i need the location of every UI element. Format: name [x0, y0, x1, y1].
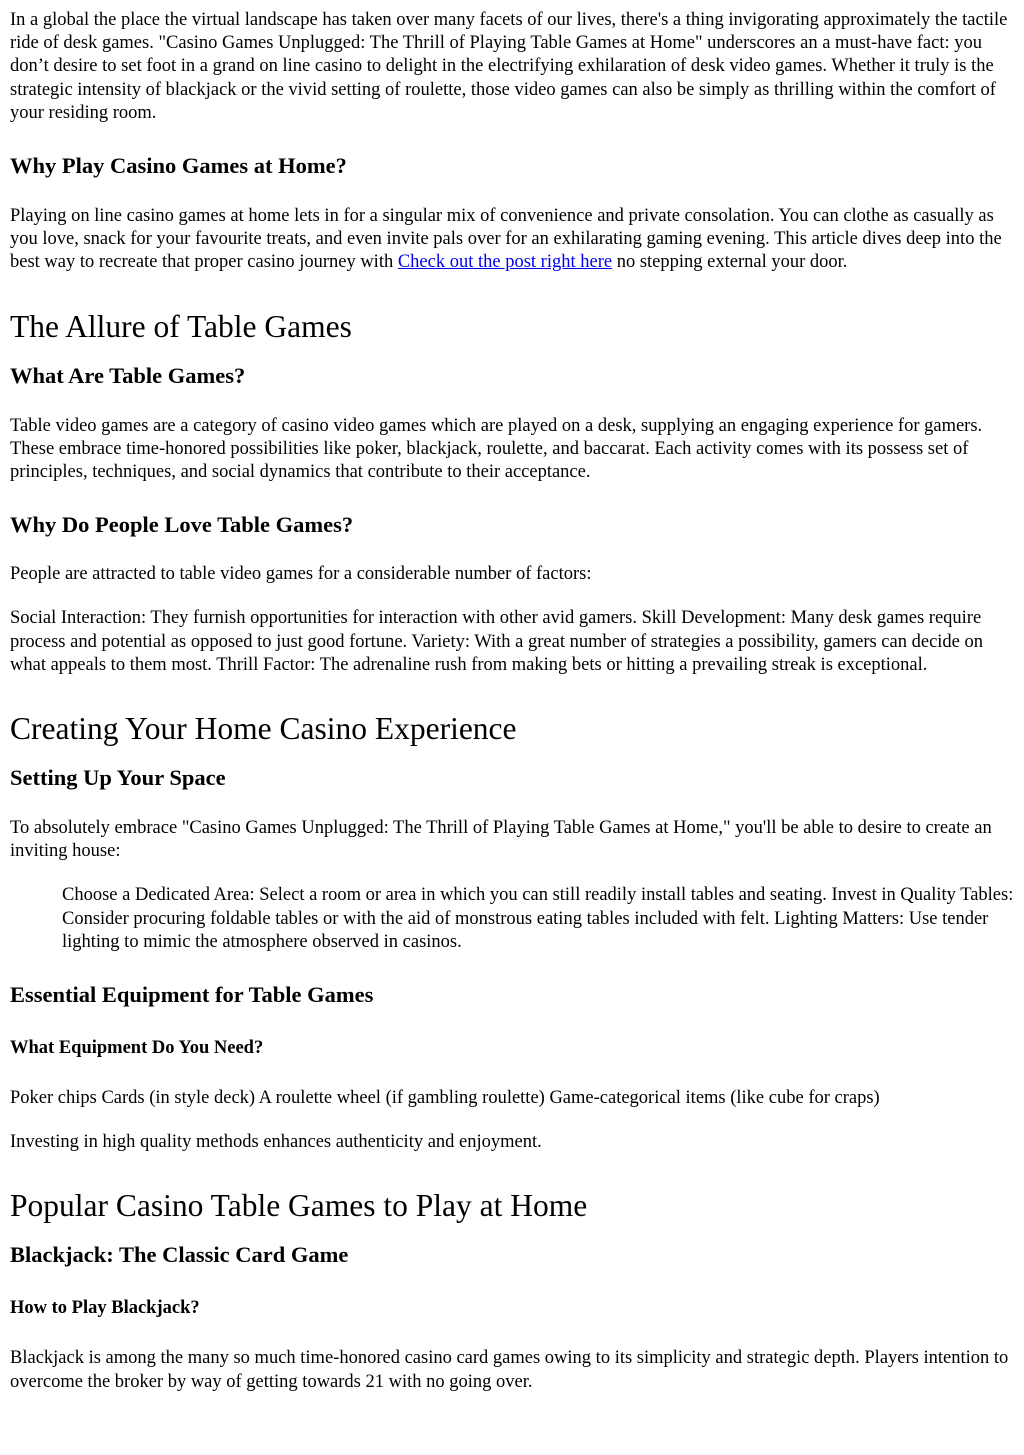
check-out-post-link[interactable]: Check out the post right here — [397, 252, 613, 273]
why-play-heading: Why Play Casino Games at Home? — [10, 153, 347, 179]
intro-paragraph: In a global the place the virtual landscape has taken over many facets of our lives, there's a thing invigorating approximately the tactile ride of desk games. "Casino Games Unplugged: The Thrill of Playing Table Games at Home" underscores an a must-have fact: you don’t desire to set foot in a grand on line casino to delight in the electrifying exhilaration of desk video games. Whether it truly is the strategic intensity of blackjack or the vivid setting of roulette, those video games can also be simply as thrilling within the comfort of your residing room. — [10, 10, 1008, 123]
essential-equipment-heading: Essential Equipment for Table Games — [10, 982, 374, 1008]
setup-list-blockquote — [62, 884, 1014, 954]
why-love-list-paragraph: Social Interaction: They furnish opportunities for interaction with other avid gamers. Skill Development: Many desk games require process and potential as opposed to just good fortune. Variety: With a great number of strategies a possibility, gamers can decide on what appeals to them most. Thrill Factor: The adrenaline rush from making bets or hitting a prevailing streak is exceptional. — [10, 608, 984, 675]
blackjack-paragraph: Blackjack is among the many so much time-honored casino card games owing to its simplicity and strategic depth. Players intention to overcome the broker by way of getting towards 21 with no going over. — [10, 1348, 1009, 1392]
why-play-text-after: no stepping external your door. — [612, 252, 848, 273]
popular-games-heading: Popular Casino Table Games to Play at Home — [10, 1188, 588, 1224]
how-to-play-blackjack-heading: How to Play Blackjack? — [10, 1298, 200, 1319]
why-love-intro-paragraph: People are attracted to table video games for a considerable number of factors: — [10, 564, 592, 585]
why-play-text-before: Playing on line casino games at home lets in for a singular mix of convenience and private consolation. You can clothe as casually as you love, snack for your favourite treats, and even invite pals over for an exhilarating gaming evening. This article dives deep into the best way to recreate that proper casino journey with — [10, 206, 1002, 273]
allure-heading: The Allure of Table Games — [10, 308, 352, 344]
setting-up-space-heading: Setting Up Your Space — [10, 765, 226, 791]
why-love-table-games-heading: Why Do People Love Table Games? — [10, 512, 354, 538]
what-equipment-heading: What Equipment Do You Need? — [10, 1038, 264, 1059]
investing-quality-paragraph: Investing in high quality methods enhances authenticity and enjoyment. — [10, 1132, 542, 1153]
article — [0, 9, 1024, 1394]
why-play-paragraph — [10, 205, 1014, 275]
setup-list-paragraph: Choose a Dedicated Area: Select a room or area in which you can still readily install tables and seating. Invest in Quality Tables: Consider procuring foldable tables or with the aid of monstrous eating tables included with felt. Lighting Matters: Use tender lighting to mimic the atmosphere observed in casinos. — [62, 885, 1014, 952]
setting-up-space-paragraph: To absolutely embrace "Casino Games Unplugged: The Thrill of Playing Table Games at Home," you'll be able to desire to create an inviting house: — [10, 818, 992, 862]
equipment-list-paragraph: Poker chips Cards (in style deck) A roulette wheel (if gambling roulette) Game-categorical items (like cube for craps) — [10, 1088, 880, 1109]
blackjack-heading: Blackjack: The Classic Card Game — [10, 1242, 349, 1268]
home-casino-heading: Creating Your Home Casino Experience — [10, 711, 517, 747]
what-are-table-games-paragraph: Table video games are a category of casino video games which are played on a desk, supplying an engaging experience for gamers. These embrace time-honored possibilities like poker, blackjack, roulette, and baccarat. Each activity comes with its possess set of principles, techniques, and social dynamics that contribute to their acceptance. — [10, 415, 983, 483]
what-are-table-games-heading: What Are Table Games? — [10, 362, 246, 388]
